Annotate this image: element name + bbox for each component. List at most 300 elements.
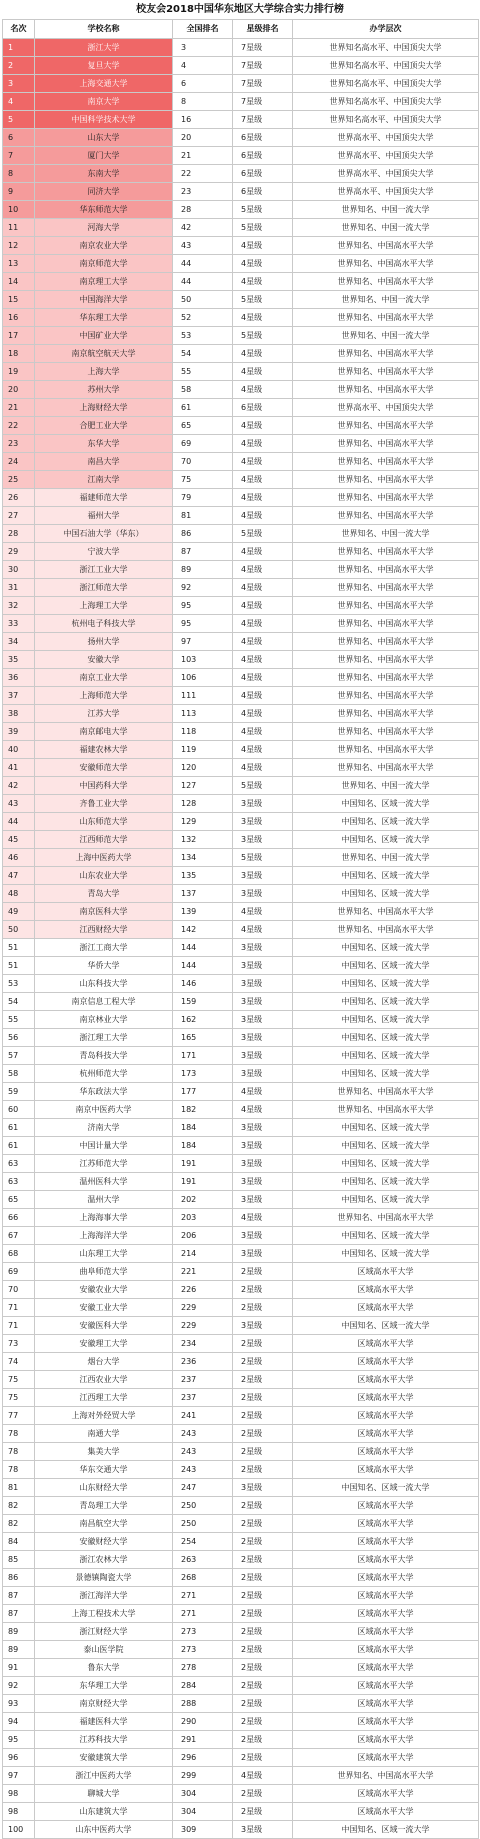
cell-school-name: 集美大学 [35,1443,173,1461]
cell-star-rating: 5星级 [233,201,293,219]
cell-school-level: 世界高水平、中国顶尖大学 [293,147,479,165]
cell-rank: 57 [3,1047,35,1065]
table-row [3,1533,479,1551]
table-row [3,309,479,327]
table-row [3,993,479,1011]
cell-national-rank: 250 [173,1515,233,1533]
table-row [3,759,479,777]
cell-school-name: 厦门大学 [35,147,173,165]
cell-school-name: 江西理工大学 [35,1389,173,1407]
cell-school-name: 山东理工大学 [35,1245,173,1263]
table-row [3,111,479,129]
table-row [3,849,479,867]
cell-rank: 96 [3,1749,35,1767]
cell-national-rank: 142 [173,921,233,939]
cell-national-rank: 113 [173,705,233,723]
cell-rank: 32 [3,597,35,615]
table-row [3,39,479,57]
table-row [3,1137,479,1155]
cell-rank: 22 [3,417,35,435]
cell-star-rating: 4星级 [233,687,293,705]
cell-star-rating: 4星级 [233,255,293,273]
cell-school-name: 浙江工业大学 [35,561,173,579]
cell-star-rating: 4星级 [233,741,293,759]
cell-school-level: 世界知名、中国高水平大学 [293,1083,479,1101]
cell-school-name: 江西财经大学 [35,921,173,939]
cell-school-name: 浙江理工大学 [35,1029,173,1047]
table-row [3,1461,479,1479]
cell-national-rank: 290 [173,1713,233,1731]
cell-rank: 82 [3,1515,35,1533]
table-row [3,1497,479,1515]
cell-school-name: 宁波大学 [35,543,173,561]
cell-rank: 54 [3,993,35,1011]
cell-school-level: 中国知名、区域一流大学 [293,1047,479,1065]
cell-rank: 46 [3,849,35,867]
cell-national-rank: 271 [173,1605,233,1623]
cell-school-level: 世界知名高水平、中国顶尖大学 [293,39,479,57]
cell-school-name: 上海理工大学 [35,597,173,615]
cell-star-rating: 2星级 [233,1461,293,1479]
cell-national-rank: 139 [173,903,233,921]
cell-school-name: 上海对外经贸大学 [35,1407,173,1425]
cell-school-level: 世界知名、中国高水平大学 [293,435,479,453]
cell-star-rating: 6星级 [233,183,293,201]
table-row [3,1065,479,1083]
cell-school-level: 中国知名、区域一流大学 [293,1479,479,1497]
cell-star-rating: 3星级 [233,975,293,993]
cell-rank: 13 [3,255,35,273]
cell-school-level: 世界知名、中国高水平大学 [293,417,479,435]
cell-rank: 87 [3,1587,35,1605]
cell-rank: 60 [3,1101,35,1119]
cell-star-rating: 4星级 [233,1209,293,1227]
cell-star-rating: 4星级 [233,435,293,453]
cell-national-rank: 54 [173,345,233,363]
header-national-rank: 全国排名 [173,20,233,39]
cell-school-level: 区域高水平大学 [293,1623,479,1641]
table-row [3,1047,479,1065]
cell-school-name: 南京医科大学 [35,903,173,921]
cell-rank: 98 [3,1803,35,1821]
table-row [3,1317,479,1335]
cell-rank: 82 [3,1497,35,1515]
cell-rank: 28 [3,525,35,543]
table-row [3,363,479,381]
cell-national-rank: 53 [173,327,233,345]
cell-rank: 63 [3,1155,35,1173]
table-row [3,147,479,165]
cell-national-rank: 304 [173,1803,233,1821]
cell-school-name: 南京师范大学 [35,255,173,273]
cell-national-rank: 70 [173,453,233,471]
cell-rank: 71 [3,1299,35,1317]
cell-rank: 30 [3,561,35,579]
cell-school-name: 上海海事大学 [35,1209,173,1227]
cell-star-rating: 5星级 [233,777,293,795]
cell-school-name: 浙江农林大学 [35,1551,173,1569]
cell-star-rating: 3星级 [233,1011,293,1029]
cell-national-rank: 137 [173,885,233,903]
cell-national-rank: 173 [173,1065,233,1083]
cell-national-rank: 268 [173,1569,233,1587]
table-row [3,1641,479,1659]
cell-school-level: 世界高水平、中国顶尖大学 [293,165,479,183]
table-row [3,1245,479,1263]
cell-star-rating: 4星级 [233,723,293,741]
table-row [3,723,479,741]
table-row [3,1749,479,1767]
cell-rank: 9 [3,183,35,201]
table-row [3,453,479,471]
cell-national-rank: 118 [173,723,233,741]
cell-national-rank: 103 [173,651,233,669]
cell-star-rating: 2星级 [233,1641,293,1659]
table-row [3,1587,479,1605]
table-row [3,1029,479,1047]
cell-rank: 25 [3,471,35,489]
cell-rank: 21 [3,399,35,417]
cell-school-level: 世界知名、中国高水平大学 [293,723,479,741]
cell-rank: 51 [3,939,35,957]
cell-school-level: 中国知名、区域一流大学 [293,813,479,831]
cell-school-name: 上海海洋大学 [35,1227,173,1245]
cell-national-rank: 247 [173,1479,233,1497]
cell-school-name: 南昌大学 [35,453,173,471]
cell-star-rating: 3星级 [233,957,293,975]
cell-school-name: 安徽理工大学 [35,1335,173,1353]
cell-school-name: 南京信息工程大学 [35,993,173,1011]
cell-school-name: 华东政法大学 [35,1083,173,1101]
cell-rank: 2 [3,57,35,75]
cell-national-rank: 243 [173,1461,233,1479]
cell-star-rating: 3星级 [233,1191,293,1209]
cell-school-name: 南京理工大学 [35,273,173,291]
cell-star-rating: 2星级 [233,1299,293,1317]
cell-rank: 38 [3,705,35,723]
cell-national-rank: 135 [173,867,233,885]
cell-school-name: 江苏科技大学 [35,1731,173,1749]
cell-rank: 6 [3,129,35,147]
cell-school-name: 江西农业大学 [35,1371,173,1389]
cell-national-rank: 132 [173,831,233,849]
cell-school-level: 世界知名、中国高水平大学 [293,903,479,921]
cell-star-rating: 4星级 [233,669,293,687]
cell-rank: 53 [3,975,35,993]
cell-school-name: 上海大学 [35,363,173,381]
cell-school-name: 济南大学 [35,1119,173,1137]
cell-star-rating: 2星级 [233,1389,293,1407]
cell-rank: 12 [3,237,35,255]
header-star-rating: 星级排名 [233,20,293,39]
cell-school-name: 河海大学 [35,219,173,237]
cell-rank: 75 [3,1371,35,1389]
cell-star-rating: 2星级 [233,1263,293,1281]
table-row [3,633,479,651]
cell-national-rank: 278 [173,1659,233,1677]
cell-rank: 8 [3,165,35,183]
table-row [3,561,479,579]
cell-school-level: 世界知名、中国高水平大学 [293,255,479,273]
table-row [3,651,479,669]
table-row [3,1803,479,1821]
cell-school-name: 中国石油大学（华东） [35,525,173,543]
cell-school-level: 区域高水平大学 [293,1335,479,1353]
cell-school-name: 同济大学 [35,183,173,201]
cell-school-name: 江南大学 [35,471,173,489]
cell-national-rank: 241 [173,1407,233,1425]
cell-national-rank: 237 [173,1389,233,1407]
cell-school-name: 扬州大学 [35,633,173,651]
cell-national-rank: 184 [173,1137,233,1155]
cell-national-rank: 89 [173,561,233,579]
cell-star-rating: 3星级 [233,1029,293,1047]
table-row [3,525,479,543]
table-row [3,1677,479,1695]
table-row [3,1713,479,1731]
table-row [3,777,479,795]
cell-star-rating: 2星级 [233,1443,293,1461]
cell-national-rank: 288 [173,1695,233,1713]
cell-national-rank: 254 [173,1533,233,1551]
table-row [3,831,479,849]
cell-rank: 78 [3,1443,35,1461]
cell-star-rating: 4星级 [233,417,293,435]
table-row [3,1209,479,1227]
cell-rank: 44 [3,813,35,831]
cell-star-rating: 3星级 [233,1173,293,1191]
cell-star-rating: 3星级 [233,993,293,1011]
cell-school-level: 世界知名、中国高水平大学 [293,597,479,615]
cell-rank: 7 [3,147,35,165]
cell-star-rating: 3星级 [233,1227,293,1245]
table-row [3,1101,479,1119]
cell-school-name: 浙江财经大学 [35,1623,173,1641]
cell-national-rank: 8 [173,93,233,111]
cell-rank: 29 [3,543,35,561]
table-row [3,1389,479,1407]
cell-rank: 16 [3,309,35,327]
cell-school-level: 世界知名、中国高水平大学 [293,489,479,507]
cell-school-level: 世界知名、中国高水平大学 [293,687,479,705]
cell-school-name: 华侨大学 [35,957,173,975]
cell-star-rating: 4星级 [233,237,293,255]
cell-national-rank: 95 [173,597,233,615]
cell-rank: 75 [3,1389,35,1407]
cell-school-name: 东华大学 [35,435,173,453]
cell-rank: 27 [3,507,35,525]
table-row [3,237,479,255]
cell-star-rating: 3星级 [233,1821,293,1839]
cell-star-rating: 5星级 [233,219,293,237]
cell-rank: 55 [3,1011,35,1029]
table-row [3,399,479,417]
cell-school-level: 世界知名、中国高水平大学 [293,741,479,759]
table-row [3,813,479,831]
cell-star-rating: 2星级 [233,1371,293,1389]
cell-national-rank: 171 [173,1047,233,1065]
cell-rank: 39 [3,723,35,741]
cell-school-level: 世界知名、中国一流大学 [293,291,479,309]
cell-school-name: 景德镇陶瓷大学 [35,1569,173,1587]
cell-rank: 71 [3,1317,35,1335]
cell-school-level: 中国知名、区域一流大学 [293,1119,479,1137]
cell-school-name: 温州大学 [35,1191,173,1209]
cell-star-rating: 5星级 [233,849,293,867]
cell-national-rank: 42 [173,219,233,237]
table-row [3,1821,479,1839]
cell-school-name: 温州医科大学 [35,1173,173,1191]
cell-star-rating: 4星级 [233,381,293,399]
table-row [3,1731,479,1749]
cell-school-level: 世界知名高水平、中国顶尖大学 [293,75,479,93]
table-row [3,1191,479,1209]
cell-school-level: 世界知名、中国高水平大学 [293,543,479,561]
cell-school-level: 中国知名、区域一流大学 [293,939,479,957]
cell-school-level: 世界知名、中国一流大学 [293,777,479,795]
cell-school-level: 世界知名、中国高水平大学 [293,651,479,669]
cell-national-rank: 144 [173,939,233,957]
cell-national-rank: 296 [173,1749,233,1767]
cell-school-level: 中国知名、区域一流大学 [293,1821,479,1839]
cell-rank: 45 [3,831,35,849]
table-row [3,1515,479,1533]
cell-school-level: 区域高水平大学 [293,1731,479,1749]
table-row [3,615,479,633]
cell-school-name: 浙江海洋大学 [35,1587,173,1605]
cell-star-rating: 4星级 [233,759,293,777]
cell-school-name: 中国矿业大学 [35,327,173,345]
cell-rank: 47 [3,867,35,885]
cell-school-name: 浙江工商大学 [35,939,173,957]
cell-school-level: 世界知名、中国高水平大学 [293,309,479,327]
table-row [3,183,479,201]
cell-national-rank: 55 [173,363,233,381]
cell-school-name: 山东科技大学 [35,975,173,993]
cell-school-level: 区域高水平大学 [293,1263,479,1281]
cell-school-name: 上海交通大学 [35,75,173,93]
cell-star-rating: 4星级 [233,489,293,507]
cell-rank: 50 [3,921,35,939]
cell-national-rank: 23 [173,183,233,201]
cell-school-level: 世界知名、中国高水平大学 [293,561,479,579]
cell-star-rating: 2星级 [233,1569,293,1587]
table-row [3,1173,479,1191]
cell-star-rating: 7星级 [233,75,293,93]
cell-star-rating: 4星级 [233,1767,293,1785]
cell-school-level: 世界知名高水平、中国顶尖大学 [293,111,479,129]
table-row [3,957,479,975]
cell-rank: 3 [3,75,35,93]
cell-school-name: 上海工程技术大学 [35,1605,173,1623]
cell-star-rating: 3星级 [233,831,293,849]
cell-school-level: 世界知名、中国高水平大学 [293,759,479,777]
cell-national-rank: 43 [173,237,233,255]
table-row [3,1767,479,1785]
cell-school-name: 山东建筑大学 [35,1803,173,1821]
cell-star-rating: 2星级 [233,1335,293,1353]
cell-national-rank: 237 [173,1371,233,1389]
table-row [3,129,479,147]
cell-national-rank: 234 [173,1335,233,1353]
cell-star-rating: 7星级 [233,93,293,111]
cell-star-rating: 4星级 [233,579,293,597]
cell-national-rank: 146 [173,975,233,993]
cell-school-level: 世界知名、中国一流大学 [293,219,479,237]
cell-school-level: 中国知名、区域一流大学 [293,975,479,993]
cell-rank: 61 [3,1119,35,1137]
cell-school-level: 区域高水平大学 [293,1551,479,1569]
cell-school-level: 中国知名、区域一流大学 [293,831,479,849]
cell-school-name: 复旦大学 [35,57,173,75]
cell-school-level: 世界知名、中国高水平大学 [293,705,479,723]
cell-school-name: 烟台大学 [35,1353,173,1371]
cell-star-rating: 3星级 [233,939,293,957]
table-row [3,507,479,525]
cell-star-rating: 3星级 [233,1065,293,1083]
cell-rank: 40 [3,741,35,759]
cell-star-rating: 2星级 [233,1803,293,1821]
cell-school-name: 江西师范大学 [35,831,173,849]
table-row [3,57,479,75]
cell-national-rank: 129 [173,813,233,831]
cell-school-level: 世界知名、中国一流大学 [293,327,479,345]
cell-national-rank: 226 [173,1281,233,1299]
cell-national-rank: 159 [173,993,233,1011]
cell-school-name: 中国药科大学 [35,777,173,795]
cell-star-rating: 6星级 [233,129,293,147]
cell-star-rating: 4星级 [233,921,293,939]
cell-star-rating: 3星级 [233,1119,293,1137]
cell-school-name: 东华理工大学 [35,1677,173,1695]
cell-star-rating: 4星级 [233,633,293,651]
cell-rank: 56 [3,1029,35,1047]
cell-school-name: 山东中医药大学 [35,1821,173,1839]
cell-national-rank: 3 [173,39,233,57]
table-row [3,939,479,957]
cell-school-level: 区域高水平大学 [293,1803,479,1821]
cell-star-rating: 4星级 [233,273,293,291]
cell-school-name: 鲁东大学 [35,1659,173,1677]
cell-rank: 43 [3,795,35,813]
table-body [3,39,479,1839]
cell-star-rating: 3星级 [233,1047,293,1065]
cell-star-rating: 2星级 [233,1281,293,1299]
cell-star-rating: 5星级 [233,291,293,309]
cell-national-rank: 144 [173,957,233,975]
cell-national-rank: 309 [173,1821,233,1839]
cell-star-rating: 2星级 [233,1623,293,1641]
cell-national-rank: 58 [173,381,233,399]
cell-rank: 81 [3,1479,35,1497]
table-row [3,579,479,597]
cell-star-rating: 2星级 [233,1677,293,1695]
cell-school-level: 中国知名、区域一流大学 [293,1155,479,1173]
cell-school-name: 安徽工业大学 [35,1299,173,1317]
cell-school-level: 中国知名、区域一流大学 [293,1065,479,1083]
cell-school-level: 区域高水平大学 [293,1587,479,1605]
cell-rank: 93 [3,1695,35,1713]
cell-national-rank: 299 [173,1767,233,1785]
cell-school-level: 区域高水平大学 [293,1497,479,1515]
cell-school-name: 安徽师范大学 [35,759,173,777]
header-school-name: 学校名称 [35,20,173,39]
cell-school-level: 世界知名高水平、中国顶尖大学 [293,57,479,75]
cell-school-name: 江苏大学 [35,705,173,723]
cell-rank: 18 [3,345,35,363]
cell-school-name: 安徽医科大学 [35,1317,173,1335]
cell-national-rank: 61 [173,399,233,417]
